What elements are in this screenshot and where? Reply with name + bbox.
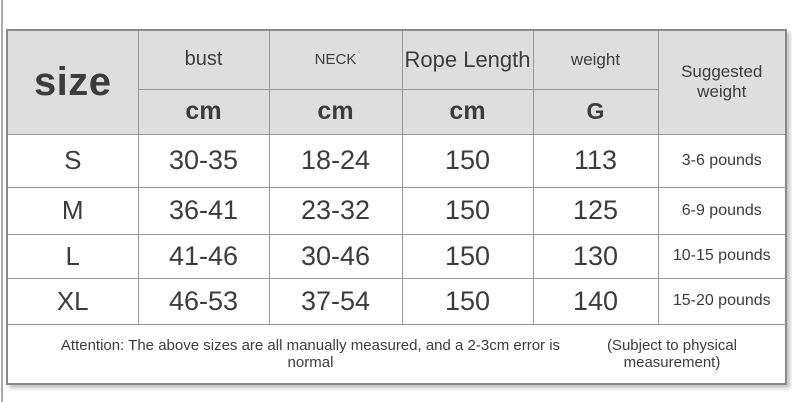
size-cell: S [7,134,138,187]
unit-rope-cm: cm [402,89,533,134]
neck-cell: 37-54 [269,278,402,324]
header-weight: weight [533,30,658,89]
footer-row [7,324,786,384]
bust-cell: 41-46 [138,234,269,278]
rope-length-cell: 150 [402,134,533,187]
bust-cell: 36-41 [138,187,269,234]
header-size: size [7,30,138,134]
unit-bust-cm: cm [138,89,269,134]
size-cell: M [7,187,138,234]
size-cell: L [7,234,138,278]
header-suggested-weight: Suggested weight [658,30,786,134]
header-bust: bust [138,30,269,89]
table-row-m [7,187,786,234]
unit-neck-cm: cm [269,89,402,134]
rope-length-cell: 150 [402,187,533,234]
unit-weight-g: G [533,89,658,134]
suggested-weight-cell: 15-20 pounds [658,278,786,324]
header-rope-length: Rope Length [402,30,533,89]
header-neck: NECK [269,30,402,89]
suggested-weight-cell: 3-6 pounds [658,134,786,187]
weight-cell: 130 [533,234,658,278]
rope-length-cell: 150 [402,278,533,324]
weight-cell: 113 [533,134,658,187]
suggested-weight-cell: 6-9 pounds [658,187,786,234]
neck-cell: 18-24 [269,134,402,187]
header-row-top [7,30,786,89]
neck-cell: 30-46 [269,234,402,278]
measurement-note: (Subject to physical measurement) [606,336,738,371]
weight-cell: 140 [533,278,658,324]
bust-cell: 30-35 [138,134,269,187]
footer-notes [8,337,785,371]
size-chart-table [6,29,787,385]
table-row-l [7,234,786,278]
table-row-xl [7,278,786,324]
rope-length-cell: 150 [402,234,533,278]
weight-cell: 125 [533,187,658,234]
suggested-weight-cell: 10-15 pounds [658,234,786,278]
size-cell: XL [7,278,138,324]
page-edge-line [1,0,3,402]
bust-cell: 46-53 [138,278,269,324]
neck-cell: 23-32 [269,187,402,234]
attention-note: Attention: The above sizes are all manually measured, and a 2-3cm error is normal [60,336,561,371]
table-row-s [7,134,786,187]
